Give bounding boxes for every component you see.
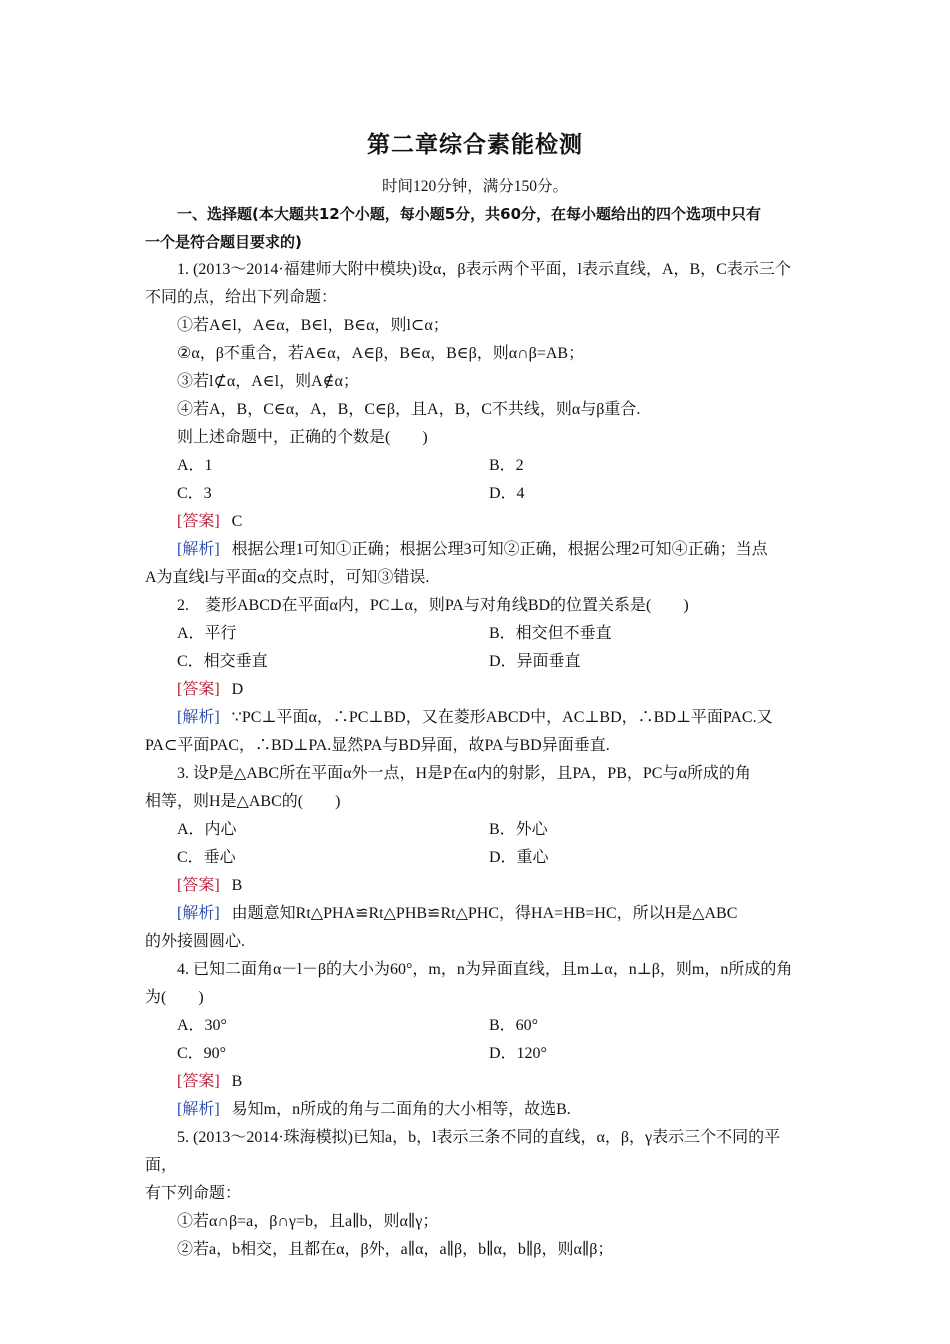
q2-options-row-1 (145, 620, 807, 648)
q1-option-d: D．4 (489, 485, 525, 502)
q2-options-row-2 (145, 648, 807, 676)
q3-stem-cont: 相等，则H是△ABC的( ) (145, 793, 341, 810)
q3-stem: 3. 设P是△ABC所在平面α外一点，H是P在α内的射影，且PA，PB，PC与α所成的角 (177, 765, 751, 782)
q1-option-c: C．3 (177, 485, 212, 502)
section-heading-cont: 一个是符合题目要求的) (145, 233, 302, 251)
q4-stem-cont: 为( ) (145, 989, 204, 1006)
q2-option-d: D．异面垂直 (489, 653, 581, 670)
q2-option-b: B．相交但不垂直 (489, 625, 612, 642)
answer-label: [答案] (177, 877, 220, 894)
q4-options-row-1 (145, 1012, 807, 1040)
analysis-label: [解析] (177, 905, 220, 922)
document-body (145, 200, 807, 1264)
q1-stem: 1. (2013～2014·福建师大附中模块)设α，β表示两个平面，l表示直线，A，B，C表示三个 (177, 261, 791, 278)
answer-label: [答案] (177, 1073, 220, 1090)
q4-option-d: D．120° (489, 1045, 547, 1062)
section-heading: 一、选择题(本大题共12个小题，每小题5分，共60分，在每小题给出的四个选项中只有 (177, 205, 762, 223)
q2-analysis-cont: PA⊂平面PAC，∴BD⊥PA.显然PA与BD异面，故PA与BD异面垂直. (145, 737, 610, 754)
q4-stem: 4. 已知二面角α－l－β的大小为60°，m，n为异面直线，且m⊥α，n⊥β，则m，n所成的角 (177, 961, 793, 978)
q3-options-row-1 (145, 816, 807, 844)
q1-answer (145, 508, 807, 536)
q4-analysis (145, 1096, 807, 1124)
q1-statement-2: ②α，β不重合，若A∈α，A∈β，B∈α，B∈β，则α∩β=AB； (177, 345, 585, 362)
q2-analysis-text: ∵PC⊥平面α，∴PC⊥BD，又在菱形ABCD中，AC⊥BD，∴BD⊥平面PAC.又 (231, 709, 773, 726)
q5-statement-2: ②若a，b相交，且都在α，β外，a∥α，a∥β，b∥α，b∥β，则α∥β； (177, 1241, 614, 1258)
q5-stem: 5. (2013～2014·珠海模拟)已知a，b，l表示三条不同的直线，α，β，γ表示三个不同的平面， (145, 1129, 781, 1174)
page-subtitle: 时间120分钟，满分150分。 (381, 178, 568, 195)
analysis-label: [解析] (177, 541, 220, 558)
q2-stem: 2. 菱形ABCD在平面α内，PC⊥α，则PA与对角线BD的位置关系是( ) (177, 597, 689, 614)
q1-statement-1: ①若A∈l，A∈α，B∈l，B∈α，则l⊂α； (177, 317, 449, 334)
q1-question: 则上述命题中，正确的个数是( ) (177, 429, 428, 446)
q3-option-c: C．垂心 (177, 849, 236, 866)
q4-option-a: A．30° (177, 1017, 227, 1034)
q3-option-a: A．内心 (177, 821, 237, 838)
q1-statement-3: ③若l⊄α，A∈l，则A∉α； (177, 373, 359, 390)
q5-statement-1: ①若α∩β=a，β∩γ=b，且a∥b，则α∥γ； (177, 1213, 439, 1230)
q3-option-d: D．重心 (489, 849, 549, 866)
q4-option-b: B．60° (489, 1017, 539, 1034)
q1-statement-4: ④若A，B，C∈α，A，B，C∈β，且A，B，C不共线，则α与β重合. (177, 401, 641, 418)
q4-answer-value: B (231, 1073, 243, 1090)
analysis-label: [解析] (177, 1101, 220, 1118)
q3-analysis-cont: 的外接圆圆心. (145, 933, 246, 950)
q2-answer (145, 676, 807, 704)
answer-label: [答案] (177, 513, 220, 530)
q1-option-a: A．1 (177, 457, 213, 474)
q1-analysis-cont: A为直线l与平面α的交点时，可知③错误. (145, 569, 430, 586)
q1-options-row-2 (145, 480, 807, 508)
q4-analysis-text: 易知m，n所成的角与二面角的大小相等，故选B. (231, 1101, 571, 1118)
q3-answer (145, 872, 807, 900)
analysis-label: [解析] (177, 709, 220, 726)
q1-stem-cont: 不同的点，给出下列命题： (145, 289, 338, 306)
q3-option-b: B．外心 (489, 821, 548, 838)
answer-label: [答案] (177, 681, 220, 698)
q1-analysis-text: 根据公理1可知①正确；根据公理3可知②正确，根据公理2可知④正确；当点 (231, 541, 768, 558)
q3-answer-value: B (231, 877, 243, 894)
q2-answer-value: D (231, 681, 244, 698)
q1-answer-value: C (231, 513, 243, 530)
q4-option-c: C．90° (177, 1045, 227, 1062)
q5-stem-cont: 有下列命题： (145, 1185, 242, 1202)
q2-option-c: C．相交垂直 (177, 653, 268, 670)
q3-analysis-text: 由题意知Rt△PHA≌Rt△PHB≌Rt△PHC，得HA=HB=HC，所以H是△ABC (231, 905, 738, 922)
q1-options-row-1 (145, 452, 807, 480)
q1-option-b: B．2 (489, 457, 524, 474)
q2-analysis (145, 704, 807, 732)
q4-answer (145, 1068, 807, 1096)
q3-analysis (145, 900, 807, 928)
q3-options-row-2 (145, 844, 807, 872)
page-title: 第二章综合素能检测 (367, 132, 583, 158)
q4-options-row-2 (145, 1040, 807, 1068)
q1-analysis (145, 536, 807, 564)
q2-option-a: A．平行 (177, 625, 237, 642)
